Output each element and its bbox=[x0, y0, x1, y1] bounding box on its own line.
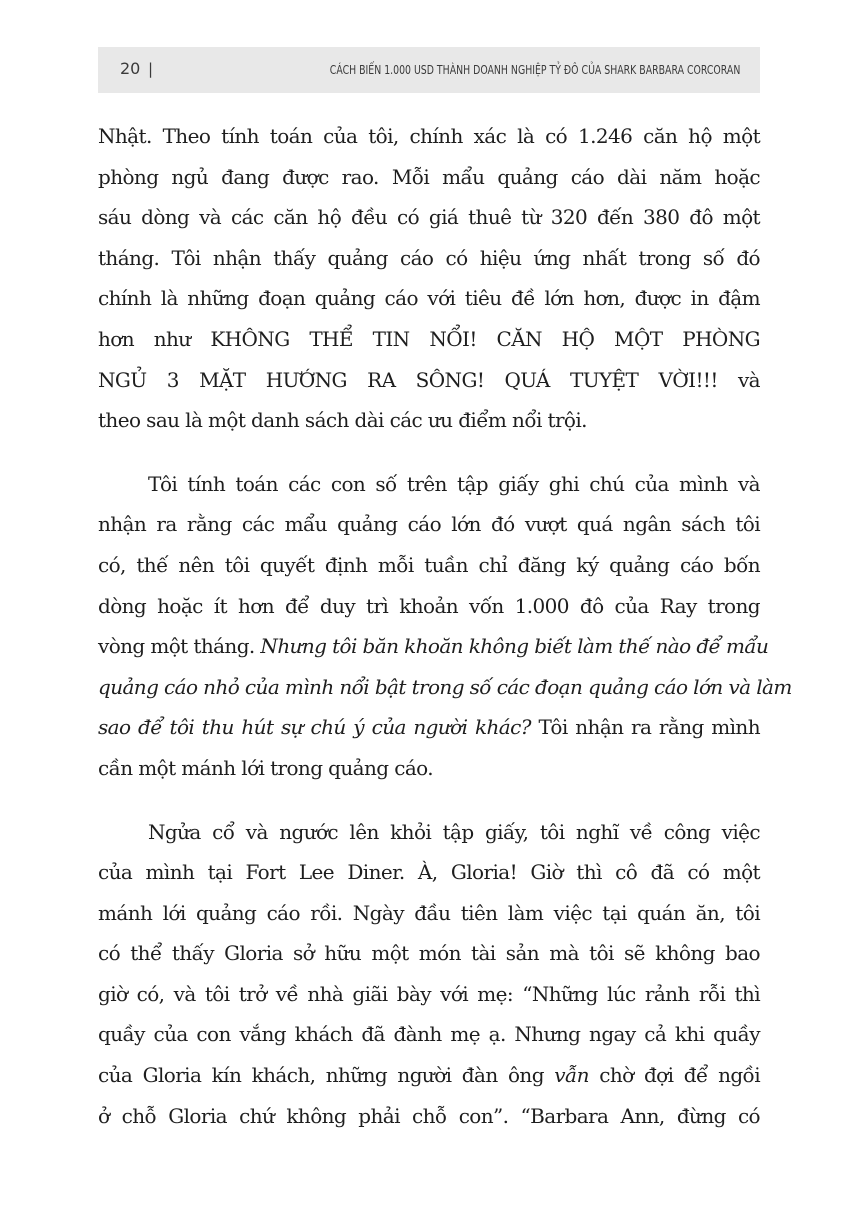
text-line: tháng. Tôi nhận thấy quảng cáo có hiệu ứng nhất trong số đó bbox=[98, 245, 760, 270]
text-line: Nhật. Theo tính toán của tôi, chính xác là có 1.246 căn hộ một bbox=[98, 124, 760, 148]
text-line: Ngửa cổ và ngước lên khỏi tập giấy, tôi nghĩ về công việc bbox=[148, 819, 760, 844]
text-line: ở chỗ Gloria chứ không phải chỗ con”. “Barbara Ann, đừng có bbox=[98, 1103, 760, 1128]
text-line: hơn như KHÔNG THỂ TIN NỔI! CĂN HỘ MỘT PHÒNG bbox=[98, 326, 760, 351]
text-line bbox=[98, 707, 760, 748]
text-line: Tôi tính toán các con số trên tập giấy ghi chú của mình và bbox=[148, 471, 760, 496]
text-run: Tôi nhận ra rằng mình bbox=[530, 715, 760, 740]
page-number: 20 bbox=[120, 59, 141, 78]
text-line: phòng ngủ đang được rao. Mỗi mẩu quảng cáo dài năm hoặc bbox=[98, 164, 760, 189]
text-line: có, thế nên tôi quyết định mỗi tuần chỉ đăng ký quảng cáo bốn bbox=[98, 552, 760, 577]
text-line: theo sau là một danh sách dài các ưu điểm nổi trội. bbox=[98, 408, 587, 433]
text-line: cần một mánh lới trong quảng cáo. bbox=[98, 755, 433, 780]
italic-text: Nhưng tôi băn khoăn không biết làm thế nào để mẩu bbox=[260, 634, 769, 659]
body-text bbox=[98, 116, 792, 1159]
text-line: quầy của con vắng khách đã đành mẹ ạ. Nhưng ngay cả khi quầy bbox=[98, 1022, 760, 1047]
text-line: nhận ra rằng các mẩu quảng cáo lớn đó vượt quá ngân sách tôi bbox=[98, 512, 760, 537]
text-line: có thể thấy Gloria sở hữu một món tài sản mà tôi sẽ không bao bbox=[98, 941, 760, 966]
text-line bbox=[98, 626, 769, 667]
text-line: dòng hoặc ít hơn để duy trì khoản vốn 1.000 đô của Ray trong bbox=[98, 593, 760, 618]
text-line: mánh lới quảng cáo rồi. Ngày đầu tiên làm việc tại quán ăn, tôi bbox=[98, 900, 760, 925]
text-line: của mình tại Fort Lee Diner. À, Gloria! Giờ thì cô đã có một bbox=[98, 860, 760, 885]
paragraph-1 bbox=[98, 116, 760, 441]
text-line: NGỦ 3 MẶT HƯỚNG RA SÔNG! QUÁ TUYỆT VỜI!!! và bbox=[98, 367, 760, 392]
text-line: sáu dòng và các căn hộ đều có giá thuê từ 320 đến 380 đô một bbox=[98, 205, 760, 230]
text-run: của Gloria kín khách, những người đàn ông bbox=[98, 1063, 555, 1088]
italic-text-line: quảng cáo nhỏ của mình nổi bật trong số các đoạn quảng cáo lớn và làm bbox=[98, 674, 792, 699]
text-run: vòng một tháng. bbox=[98, 634, 261, 659]
paragraph-3 bbox=[98, 812, 760, 1137]
italic-text: vẫn bbox=[554, 1063, 589, 1088]
text-line: giờ có, và tôi trở về nhà giãi bày với mẹ: “Những lúc rảnh rỗi thì bbox=[98, 981, 760, 1006]
text-line bbox=[98, 1055, 760, 1096]
text-line: chính là những đoạn quảng cáo với tiêu đề lớn hơn, được in đậm bbox=[98, 286, 760, 311]
running-header bbox=[98, 47, 760, 93]
header-separator: | bbox=[148, 60, 154, 78]
italic-text: sao để tôi thu hút sự chú ý của người khác? bbox=[98, 715, 531, 740]
text-run: chờ đợi để ngồi bbox=[588, 1063, 760, 1088]
running-title: CÁCH BIẾN 1.000 USD THÀNH DOANH NGHIỆP TỶ ĐÔ CỦA SHARK BARBARA CORCORAN bbox=[329, 63, 740, 77]
paragraph-2 bbox=[98, 464, 792, 789]
